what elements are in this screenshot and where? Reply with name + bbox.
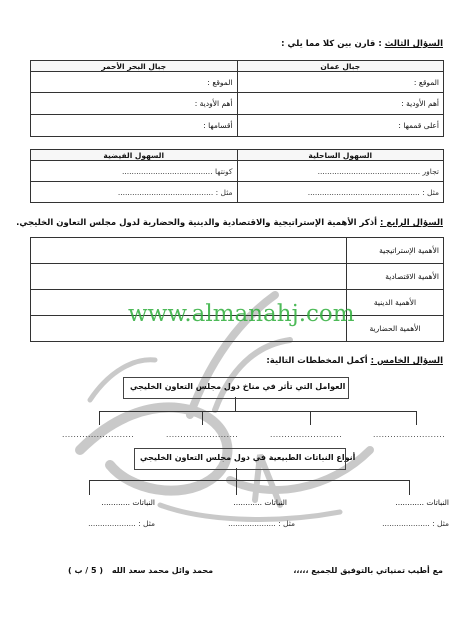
diagram2-drop-1 — [89, 480, 90, 495]
plants-type-1[interactable]: النباتات ............ — [395, 498, 449, 507]
header-coastal-plains: السهول الساحلية — [237, 150, 444, 161]
diagram1-title-box — [123, 377, 349, 399]
footer-teacher-name: محمد وائل محمد سعد الله — [111, 566, 214, 575]
diagram1-branch-line — [99, 411, 417, 412]
diagram2-title-box — [134, 448, 346, 470]
footer-teacher — [68, 566, 213, 575]
plants-example-2[interactable]: مثل : .................... — [228, 519, 295, 528]
diagram1-slot-3[interactable]: ......................... — [270, 430, 343, 439]
q5-heading — [266, 356, 443, 366]
cell-coastal-example[interactable]: مثل : ............................................... — [237, 182, 444, 203]
cell-coastal-borders[interactable]: تجاور ........................................... — [237, 161, 444, 182]
diagram1-drop-1 — [99, 411, 100, 425]
diagram1-slot-2[interactable]: ......................... — [166, 430, 239, 439]
cell-flood-formed-by[interactable]: كونتها ...................................... — [31, 161, 238, 182]
watermark-url: www.almanahj.com — [128, 301, 355, 327]
importance-strategic-answer[interactable] — [31, 238, 347, 264]
q5-instruction: أكمل المخططات التالية: — [266, 356, 368, 366]
cell-oman-peaks[interactable]: أعلى قممها : — [237, 115, 444, 137]
header-flood-plains: السهول الفيضية — [31, 150, 238, 161]
cell-oman-valleys[interactable]: أهم الأودية : — [237, 93, 444, 115]
importance-strategic-label: الأهمية الإستراتيجية — [347, 238, 444, 264]
q4-heading — [16, 218, 443, 228]
q3-label: السؤال الثالث — [384, 39, 443, 49]
diagram1-slot-4[interactable]: ......................... — [373, 430, 446, 439]
mountains-comparison-table — [30, 60, 444, 137]
header-oman-mountains: جبال عمان — [237, 61, 444, 72]
cell-redsea-sections[interactable]: أقسامها : — [31, 115, 238, 137]
q4-instruction: أذكر الأهمية الإستراتيجية والاقتصادية والدينية والحضارية لدول مجلس التعاون الخليجي. — [16, 218, 378, 228]
diagram2-drop-2 — [236, 480, 237, 495]
importance-economic-answer[interactable] — [31, 264, 347, 290]
diagram1-drop-4 — [416, 411, 417, 425]
diagram1-title: العوامل التي تأثر في مناخ دول مجلس التعاون الخليجي — [130, 382, 346, 391]
importance-religious-label: الأهمية الدينية — [347, 290, 444, 316]
cell-flood-example[interactable]: مثل : ........................................ — [31, 182, 238, 203]
importance-cultural-label: الأهمية الحضارية — [347, 316, 444, 342]
plants-example-1[interactable]: مثل : .................... — [382, 519, 449, 528]
header-red-sea-mountains: جبال البحر الأحمر — [31, 61, 238, 72]
cell-redsea-location[interactable]: الموقع : — [31, 72, 238, 93]
plants-type-3[interactable]: النباتات ............ — [101, 498, 155, 507]
diagram2-drop-3 — [409, 480, 410, 495]
q3-instruction: : قارن بين كلا مما يلي : — [281, 39, 382, 49]
cell-redsea-valleys[interactable]: أهم الأودية : — [31, 93, 238, 115]
q5-label: السؤال الخامس : — [370, 356, 443, 366]
diagram1-drop-3 — [310, 411, 311, 425]
plains-comparison-table — [30, 149, 444, 203]
diagram2-branch-line — [89, 480, 410, 481]
diagram1-slot-1[interactable]: ......................... — [62, 430, 135, 439]
plants-type-2[interactable]: النباتات ............ — [233, 498, 287, 507]
q4-label: السؤال الرابع : — [380, 218, 443, 228]
diagram2-stem — [236, 468, 237, 480]
diagram1-drop-2 — [202, 411, 203, 425]
plants-example-3[interactable]: مثل : .................... — [88, 519, 155, 528]
footer-wish: مع أطيب تمنياتي بالتوفيق للجميع ،،،،، — [293, 566, 443, 575]
importance-economic-label: الأهمية الاقتصادية — [347, 264, 444, 290]
cell-oman-location[interactable]: الموقع : — [237, 72, 444, 93]
diagram1-stem — [235, 397, 236, 411]
footer-page-code: ( 5 / ب ) — [68, 566, 104, 575]
diagram2-title: أنواع النباتات الطبيعية في دول مجلس التعاون الخليجي — [140, 453, 356, 462]
q3-heading — [281, 39, 443, 49]
